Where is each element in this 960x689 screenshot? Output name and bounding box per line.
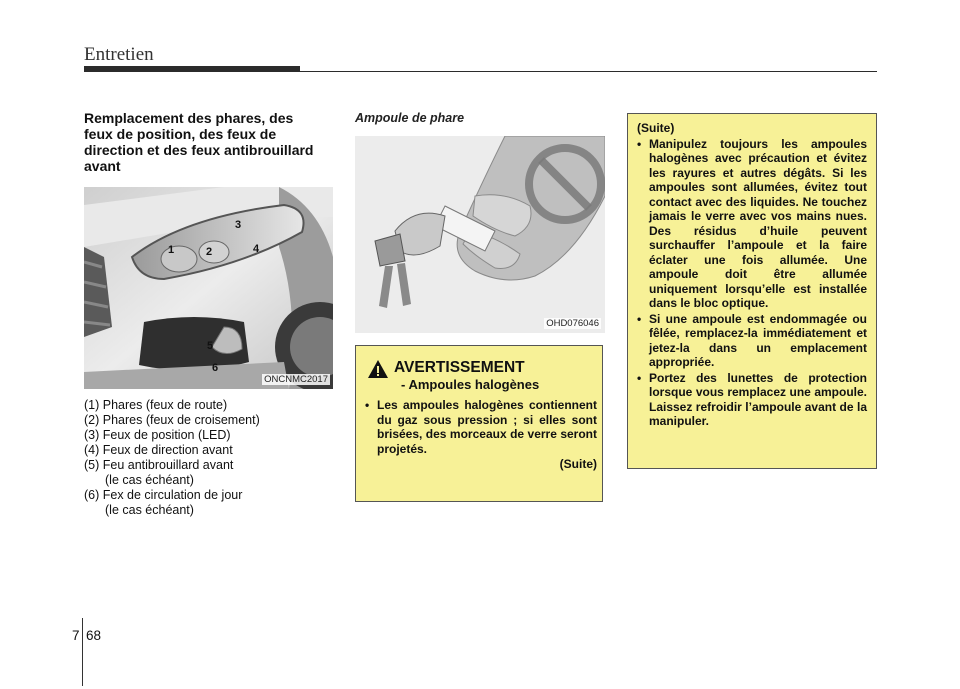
callout-5: 5	[207, 340, 214, 352]
list-item: (4) Feux de direction avant	[84, 443, 233, 457]
continuation-bullet-text: Manipulez toujours les ampoules halogènes avec précaution et évitez les rayures et autres dégâts. Si les ampoules sont allumées, évitez tout contact avec des liquides. Ne touchez jamais le verre avec vos mains nues. Des résidus d’huile peuvent surchauffer l’ampoule et la faire éclater une fois allumée. Une ampoule doit être allumée uniquement lorsqu’elle est installée dans le bloc optique.	[649, 136, 867, 310]
footer-divider	[82, 618, 83, 686]
car-front-illustration	[84, 187, 333, 389]
parts-list	[84, 398, 334, 518]
section-number: 7	[72, 628, 80, 643]
warning-triangle-icon	[367, 359, 389, 379]
list-item-note: (le cas échéant)	[105, 473, 194, 487]
continuation-bullet: • Si une ampoule est endommagée ou fêlée, remplacez-la immédiatement et jetez-la dans un emplacement appropriée.	[637, 311, 867, 369]
continuation-lead: (Suite)	[637, 121, 675, 135]
bulb-handling-illustration	[355, 136, 605, 333]
page-number: 68	[86, 628, 102, 643]
continuation-bullet: • Portez des lunettes de protection lorsque vous remplacez une ampoule. Laissez refroidir l’ampoule avant de la manipuler.	[637, 370, 867, 428]
bulb-figure	[355, 136, 605, 333]
continuation-box	[627, 113, 877, 469]
callout-2: 2	[206, 246, 213, 258]
callout-3: 3	[235, 219, 242, 231]
list-item: (6) Fex de circulation de jour	[84, 488, 243, 502]
figure-code: ONCNMC2017	[264, 374, 328, 385]
section-heading: Remplacement des phares, des feux de position, des feux de direction et des feux antibrouillard avant	[84, 110, 314, 174]
list-item: (2) Phares (feux de croisement)	[84, 413, 260, 427]
figure-code: OHD076046	[546, 318, 599, 329]
list-item: (3) Feux de position (LED)	[84, 428, 231, 442]
warning-box	[355, 345, 603, 502]
header-bar	[84, 66, 300, 72]
list-item: (5) Feu antibrouillard avant	[84, 458, 234, 472]
callout-6: 6	[212, 362, 219, 374]
continuation-bullet-text: Si une ampoule est endommagée ou fêlée, remplacez-la immédiatement et jetez-la dans un emplacement appropriée.	[649, 311, 867, 369]
list-item: (1) Phares (feux de route)	[84, 398, 228, 412]
callout-4: 4	[253, 243, 260, 255]
page-header-title: Entretien	[84, 44, 154, 65]
warning-title: AVERTISSEMENT	[394, 359, 525, 376]
warning-bullet: • Les ampoules halogènes contiennent du gaz sous pression ; si elles sont brisées, des morceaux de verre seront projetés.	[365, 398, 597, 456]
continuation-bullet: • Manipulez toujours les ampoules halogènes avec précaution et évitez les rayures et autres dégâts. Si les ampoules sont allumées, évitez tout contact avec des liquides. Ne touchez jamais le verre avec vos mains nues. Des résidus d’huile peuvent surchauffer l’ampoule et la faire éclater une fois allumée. Une ampoule doit être allumée uniquement lorsqu’elle est installée dans le bloc optique.	[637, 136, 867, 310]
warning-subtitle: - Ampoules halogènes	[401, 377, 540, 392]
list-item-note: (le cas échéant)	[105, 503, 194, 517]
headlamp-figure	[84, 187, 333, 389]
continued-label: (Suite)	[559, 457, 597, 471]
warning-bullet-text: Les ampoules halogènes contiennent du gaz sous pression ; si elles sont brisées, des morceaux de verre seront projetés.	[377, 398, 597, 456]
header-rule	[300, 71, 877, 72]
callout-1: 1	[168, 244, 175, 256]
bulb-subheading: Ampoule de phare	[355, 111, 465, 125]
continuation-bullet-text: Portez des lunettes de protection lorsque vous remplacez une ampoule. Laissez refroidir l’ampoule avant de la manipuler.	[649, 370, 867, 428]
